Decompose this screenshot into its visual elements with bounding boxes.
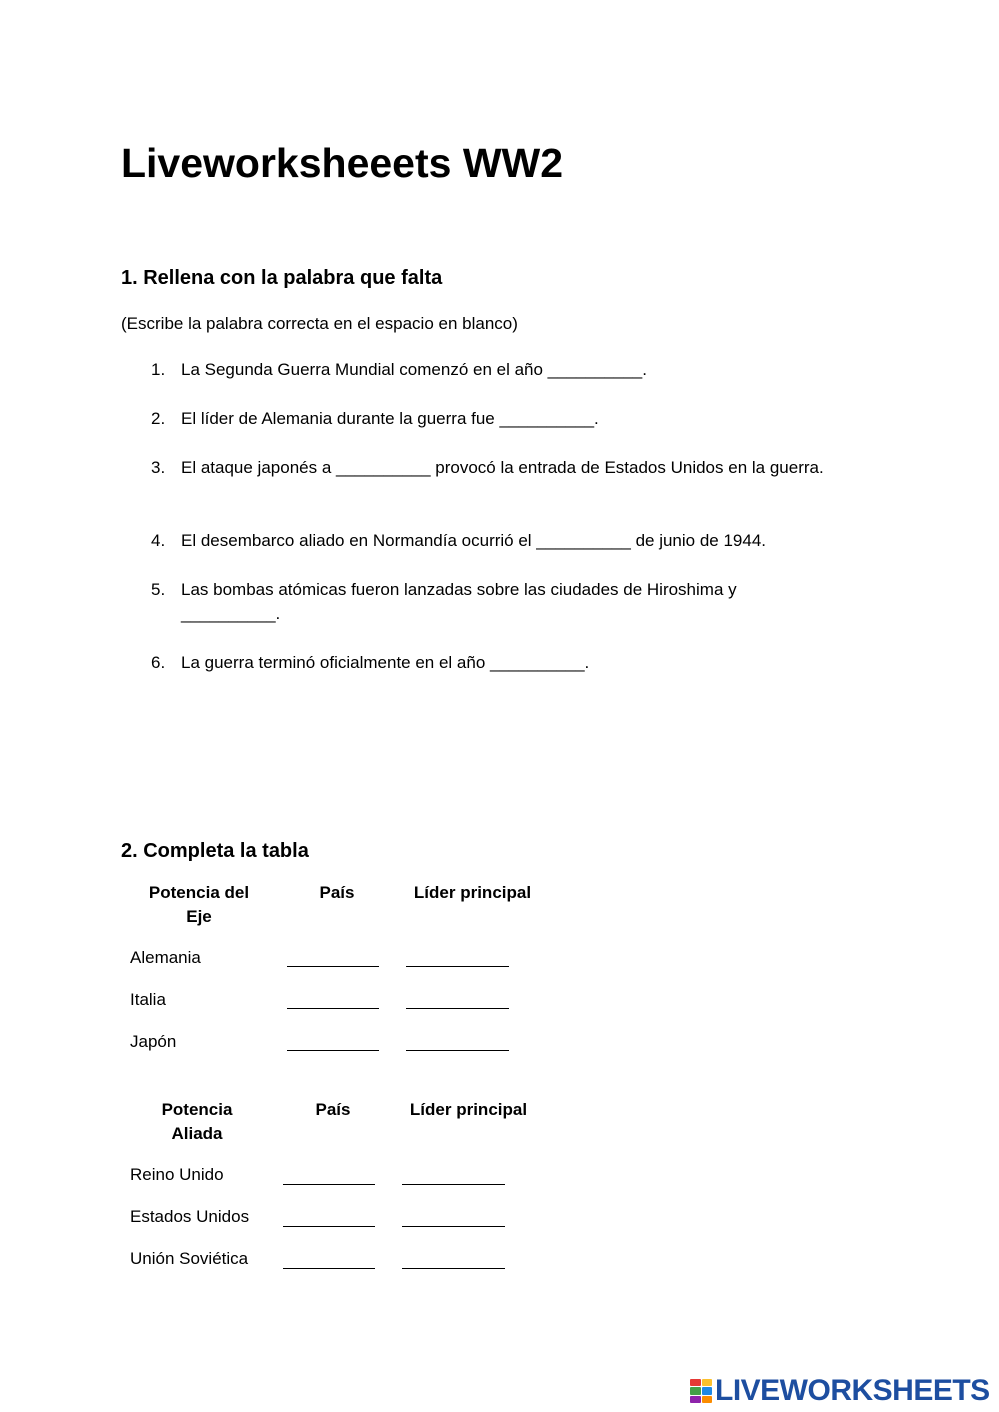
table-row-label: Reino Unido	[130, 1165, 224, 1184]
question-text: La guerra terminó oficialmente en el año __________.	[181, 653, 590, 672]
leader-blank[interactable]	[402, 1226, 505, 1227]
column-header: Líder principal	[413, 883, 532, 902]
section-2-heading: 2. Completa la tabla	[121, 840, 309, 862]
column-header: Potencia Aliada	[161, 1100, 233, 1143]
question-5	[151, 578, 811, 626]
question-1	[151, 358, 841, 382]
country-blank[interactable]	[287, 1050, 379, 1051]
leader-blank[interactable]	[406, 1050, 509, 1051]
leader-blank[interactable]	[406, 1008, 509, 1009]
question-number: 1.	[151, 360, 166, 379]
column-header: País	[315, 1100, 351, 1119]
question-number: 3.	[151, 458, 166, 477]
question-4	[151, 529, 841, 553]
question-number: 2.	[151, 409, 166, 428]
page-title: Liveworksheeets WW2	[121, 140, 564, 186]
question-number: 4.	[151, 531, 166, 550]
column-header: Líder principal	[409, 1100, 528, 1119]
leader-blank[interactable]	[406, 966, 509, 967]
table-row-label: Alemania	[130, 948, 201, 967]
logo-text: LIVEWORKSHEETS	[715, 1374, 990, 1407]
section-1-heading: 1. Rellena con la palabra que falta	[121, 267, 443, 289]
question-2	[151, 407, 841, 431]
question-text: El líder de Alemania durante la guerra fue __________.	[181, 409, 599, 428]
question-6	[151, 651, 841, 675]
question-text: La Segunda Guerra Mundial comenzó en el año __________.	[181, 360, 647, 379]
table-row-label: Italia	[130, 990, 166, 1009]
country-blank[interactable]	[283, 1226, 375, 1227]
leader-blank[interactable]	[402, 1184, 505, 1185]
liveworksheets-logo	[690, 1374, 990, 1408]
question-text: Las bombas atómicas fueron lanzadas sobre las ciudades de Hiroshima y __________.	[181, 580, 737, 623]
logo-mark-icon	[690, 1379, 712, 1403]
column-header: País	[319, 883, 355, 902]
table-row-label: Unión Soviética	[130, 1249, 249, 1268]
country-blank[interactable]	[283, 1268, 375, 1269]
country-blank[interactable]	[287, 1008, 379, 1009]
question-text: El desembarco aliado en Normandía ocurrió el __________ de junio de 1944.	[181, 531, 767, 550]
question-text: El ataque japonés a __________ provocó la entrada de Estados Unidos en la guerra.	[181, 458, 824, 477]
table-row-label: Japón	[130, 1032, 177, 1051]
leader-blank[interactable]	[402, 1268, 505, 1269]
table-row-label: Estados Unidos	[130, 1207, 250, 1226]
country-blank[interactable]	[283, 1184, 375, 1185]
country-blank[interactable]	[287, 966, 379, 967]
instruction-text: (Escribe la palabra correcta en el espacio en blanco)	[121, 314, 518, 333]
question-number: 5.	[151, 580, 166, 599]
column-header: Potencia del Eje	[148, 883, 250, 926]
question-3	[151, 456, 841, 480]
question-number: 6.	[151, 653, 166, 672]
